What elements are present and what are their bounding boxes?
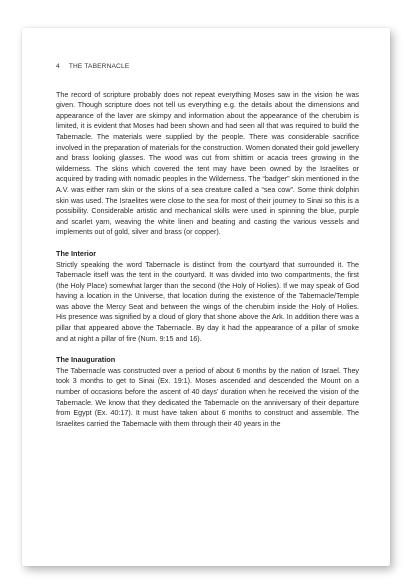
running-header	[56, 62, 359, 73]
inauguration-heading: The Inauguration	[56, 355, 116, 365]
page-number: 4	[56, 63, 60, 70]
interior-heading: The Interior	[56, 248, 97, 258]
inauguration-paragraph: The Tabernacle was constructed over a period of about 6 months by the nation of Israel. They took 3 months to get to Sinai (Ex. 19:1). Moses ascended and descended the Mount on a number of occasions before the ascent of 40 days’ duration when he received the vision of the Tabernacle. We know that they dedicated the Tabernacle on the anniversary of their departure from Egypt (Ex. 40:17). It must have taken about 6 months to construct and assemble. The Israelites carried the Tabernacle with them through their 40 years in the	[56, 366, 359, 428]
page-content	[56, 62, 359, 429]
running-title: THE TABERNACLE	[68, 63, 130, 70]
interior-paragraph: Strictly speaking the word Tabernacle is distinct from the courtyard that surrounded it. The Tabernacle itself was the tent in the courtyard. It was divided into two compartments, the first (the Holy Place) somewhat larger than the second (the Holy of Holies). If we may speak of God having a location in the Universe, that location during the existence of the Tabernacle/Temple was above the Mercy Seat and between the wings of the cherubim inside the Holy of Holies. His presence was signified by a cloud of glory that shone above the Ark. In addition there was a pillar that appeared above the Tabernacle. By day it had the appearance of a pillar of smoke and at night a pillar of fire (Num. 9:15 and 16).	[56, 260, 359, 343]
document-page	[22, 28, 390, 566]
intro-paragraph: The record of scripture probably does not repeat everything Moses saw in the vision he was given. Though scripture does not tell us everything e.g. the details about the dimensions and appearance of the laver are skimpy and information about the appearance of the cherubim is limited, it is evident that Moses had been shown and had seen all that was required to build the Tabernacle. The materials were supplied by the people. There was considerable sacrifice involved in the preparation of materials for the construction. Women donated their gold jewellery and brass looking glasses. The wood was cut from shittim or acacia trees growing in the wilderness. The skins which covered the tent may have been owned by the Israelites or acquired by trading with nomadic peoples in the Wilderness. The “badger” skin mentioned in the A.V. was either ram skin or the skins of a sea creature called a “sea cow”. Some think dolphin skin was used. The Israelites were close to the sea for most of their journey to Sinai so this is a possibility. Considerable artistic and mechanical skills were used in spinning the blue, purple and scarlet yarn, weaving the white linen and beating and casting the various vessels and implements out of gold, silver and brass (or copper).	[56, 90, 359, 237]
